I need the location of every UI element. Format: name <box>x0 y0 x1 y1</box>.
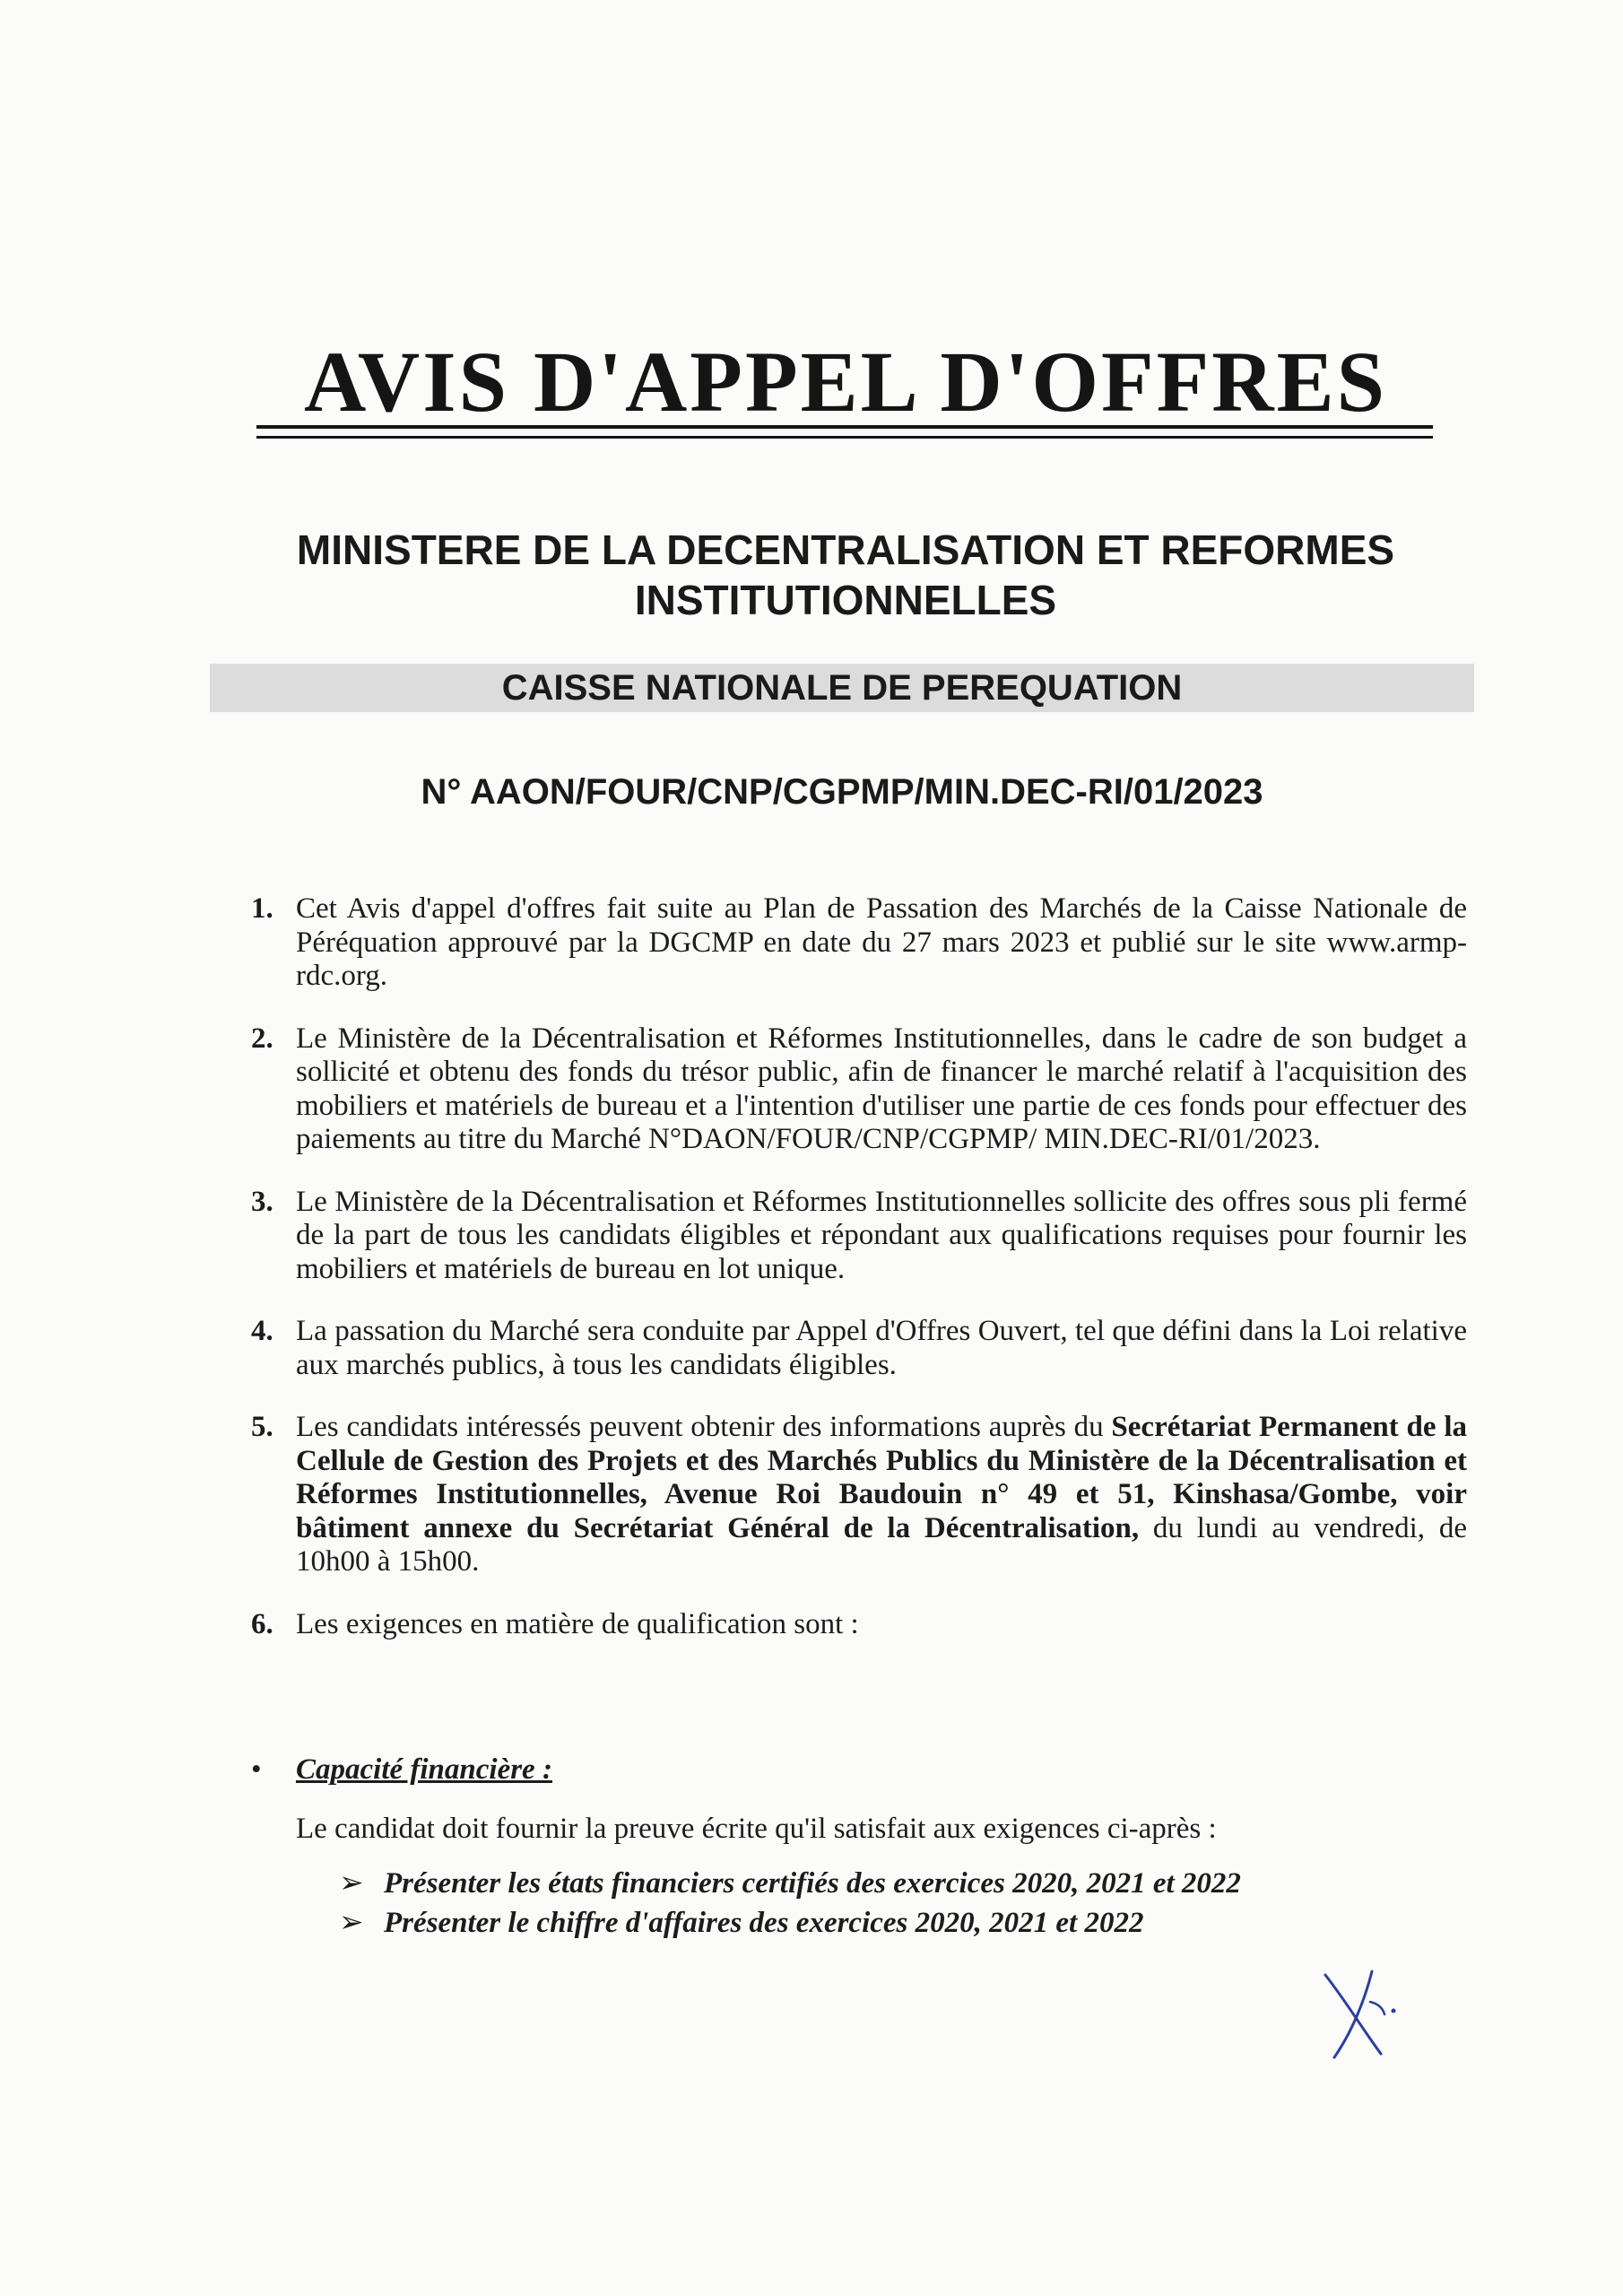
bullet-icon: • <box>251 1753 262 1786</box>
item-number: 4. <box>251 1315 273 1347</box>
requirement-item <box>339 1903 1467 1943</box>
list-item <box>242 1186 1467 1287</box>
section-intro: Le candidat doit fournir la preuve écrite qu'il satisfait aux exigences ci-après : <box>296 1812 1217 1845</box>
requirement-text: Présenter les états financiers certifiés des exercices 2020, 2021 et 2022 <box>384 1867 1241 1900</box>
arrow-bullet-icon: ➢ <box>339 1907 364 1939</box>
item-number: 6. <box>251 1607 273 1640</box>
item-text-end: du lundi au vendredi, de 10h00 à 15h00. <box>296 1511 1467 1578</box>
item-text: Cet Avis d'appel d'offres fait suite au Plan de Passation des Marchés de la Caisse Nationale de Péréquation approuvé par la DGCMP en date du 27 mars 2023 et publié sur le site www.armp-rdc.org. <box>296 892 1467 992</box>
handwritten-initials-icon <box>1318 1964 1399 2063</box>
item-text-start: Les candidats intéressés peuvent obtenir des informations auprès du <box>296 1411 1104 1443</box>
item-text: La passation du Marché sera conduite par Appel d'Offres Ouvert, tel que défini dans la Loi relative aux marchés publics, à tous les candidats éligibles. <box>296 1315 1467 1381</box>
list-item <box>242 1411 1467 1579</box>
list-item <box>242 1315 1467 1382</box>
title-underline-second <box>256 436 1433 439</box>
document-title: AVIS D'APPEL D'OFFRES <box>303 334 1388 430</box>
item-number: 5. <box>251 1411 273 1443</box>
item-text: Le Ministère de la Décentralisation et Réformes Institutionnelles, dans le cadre de son budget a sollicité et obtenu des fonds du trésor public, afin de financer le marché relatif à l'acquisition des mobiliers et matériels de bureau et a l'intention d'utiliser une partie de ces fonds pour effectuer des paiements au titre du Marché N°DAON/FOUR/CNP/CGPMP/ MIN.DEC-RI/01/2023. <box>296 1022 1467 1155</box>
arrow-bullet-icon: ➢ <box>339 1867 364 1900</box>
item-number: 3. <box>251 1185 273 1218</box>
requirement-text: Présenter le chiffre d'affaires des exercices 2020, 2021 et 2022 <box>384 1907 1144 1939</box>
item-text-bold: Secrétariat Permanent de la Cellule de Gestion des Projets et des Marchés Publics du Ministère de la Décentralisation et Réformes Institutionnelles, Avenue Roi Baudouin n° 49 et 51, Kinshasa/Gombe, voir bâtiment annexe du Secrétariat Général de la Décentralisation, <box>296 1411 1467 1544</box>
title-underline <box>256 425 1433 429</box>
ministry-heading: MINISTERE DE LA DECENTRALISATION ET REFORMES INSTITUTIONNELLES <box>296 526 1395 623</box>
list-item <box>242 892 1467 994</box>
item-number: 2. <box>251 1022 273 1055</box>
requirements-list <box>339 1864 1467 1943</box>
section-title: Capacité financière : <box>296 1753 552 1786</box>
item-text: Le Ministère de la Décentralisation et Réformes Institutionnelles sollicite des offres sous pli fermé de la part de tous les candidats éligibles et répondant aux qualifications requises pour fournir les mobiliers et matériels de bureau en lot unique. <box>296 1185 1467 1285</box>
organisation-heading: CAISSE NATIONALE DE PEREQUATION <box>501 668 1183 708</box>
financial-capacity-section <box>242 1753 1467 1943</box>
reference-number: N° AAON/FOUR/CNP/CGPMP/MIN.DEC-RI/01/2023 <box>421 772 1263 812</box>
requirement-item <box>339 1864 1467 1903</box>
list-item <box>242 1608 1467 1642</box>
item-text: Les exigences en matière de qualification sont : <box>296 1607 859 1640</box>
item-number: 1. <box>251 892 273 925</box>
list-item <box>242 1022 1467 1157</box>
numbered-list <box>242 892 1467 1670</box>
